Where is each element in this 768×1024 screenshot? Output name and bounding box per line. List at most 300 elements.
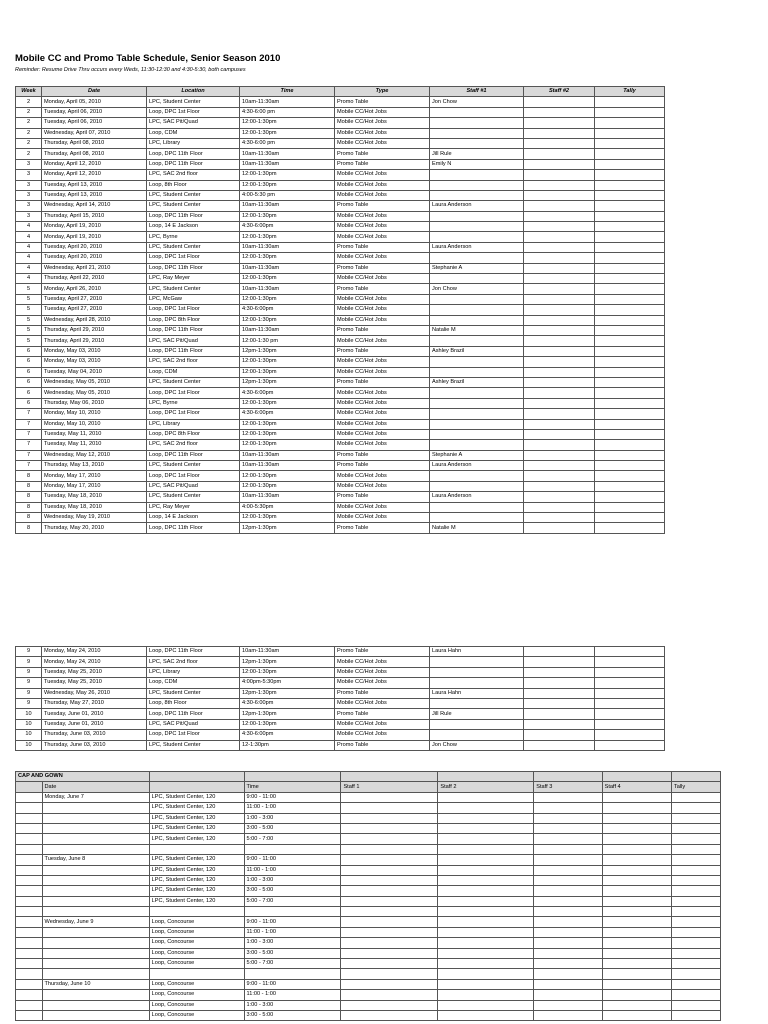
table-cell: Thursday, April 22, 2010 [42, 274, 147, 284]
table-cell: LPC, Byrne [147, 398, 240, 408]
table-cell: Mobile CC/Hot Jobs [335, 657, 430, 667]
table-cell [42, 813, 149, 823]
table-cell [524, 346, 595, 356]
table-cell: Thursday, June 03, 2010 [42, 730, 147, 740]
table-cell: Monday, April 05, 2010 [42, 97, 147, 107]
table-cell: 12:00-1:30pm [240, 419, 335, 429]
table-cell [595, 138, 665, 148]
table-cell: Monday, May 10, 2010 [42, 409, 147, 419]
table-cell [595, 440, 665, 450]
table-cell: LPC, SAC 2nd floor [147, 357, 240, 367]
table-cell [595, 97, 665, 107]
table-cell [430, 357, 524, 367]
table-cell: 10am-11:30am [240, 242, 335, 252]
table-row [16, 107, 665, 117]
table-cell [595, 398, 665, 408]
table-cell: LPC, Student Center [147, 492, 240, 502]
table-row [16, 263, 665, 273]
table-row [16, 513, 665, 523]
table-cell: Thursday, May 06, 2010 [42, 398, 147, 408]
table-cell: LPC, Student Center, 120 [149, 865, 244, 875]
table-cell: 8 [16, 492, 42, 502]
table-cell [602, 823, 671, 833]
table-cell: 5 [16, 284, 42, 294]
table-cell [671, 855, 720, 865]
table-cell: LPC, Ray Meyer [147, 274, 240, 284]
table-cell: Mobile CC/Hot Jobs [335, 513, 430, 523]
table-cell: Mobile CC/Hot Jobs [335, 232, 430, 242]
table-cell [42, 948, 149, 958]
table-cell [595, 709, 665, 719]
table-cell: Loop, CDM [147, 367, 240, 377]
table-cell [524, 97, 595, 107]
table-cell [16, 917, 43, 927]
table-cell [430, 471, 524, 481]
table-cell: 2 [16, 138, 42, 148]
table-cell: Laura Anderson [430, 461, 524, 471]
table-cell [671, 886, 720, 896]
table-cell [595, 377, 665, 387]
table-cell: Loop, Concourse [149, 938, 244, 948]
table-cell: Mobile CC/Hot Jobs [335, 180, 430, 190]
table-cell: Mobile CC/Hot Jobs [335, 730, 430, 740]
table-row [16, 429, 665, 439]
table-cell [524, 502, 595, 512]
table-cell [595, 730, 665, 740]
table-row [16, 990, 721, 1000]
table-cell: LPC, Student Center [147, 461, 240, 471]
table-cell: Monday, May 24, 2010 [42, 647, 147, 657]
table-cell: Mobile CC/Hot Jobs [335, 502, 430, 512]
table-cell: 12:00-1:30pm [240, 118, 335, 128]
table-cell: Tuesday, April 27, 2010 [42, 294, 147, 304]
table-cell [602, 1000, 671, 1010]
table-cell [16, 782, 43, 792]
table-cell [430, 429, 524, 439]
table-cell: LPC, Student Center, 120 [149, 855, 244, 865]
table-cell: Tuesday, April 20, 2010 [42, 253, 147, 263]
table-cell: 3:00 - 5:00 [244, 948, 341, 958]
table-cell: 10am-11:30am [240, 492, 335, 502]
table-cell [595, 481, 665, 491]
table-cell [16, 886, 43, 896]
table-cell [341, 803, 438, 813]
table-cell: 9:00 - 11:00 [244, 855, 341, 865]
table-cell [602, 979, 671, 989]
table-cell: Stephanie A [430, 263, 524, 273]
table-cell [16, 792, 43, 802]
table-row [16, 419, 665, 429]
table-cell: Monday, May 17, 2010 [42, 481, 147, 491]
table-cell [438, 855, 534, 865]
table-cell [430, 730, 524, 740]
table-cell: LPC, SAC Pit/Quad [147, 719, 240, 729]
table-cell: 3 [16, 170, 42, 180]
table-cell: Laura Anderson [430, 492, 524, 502]
table-cell [534, 803, 602, 813]
table-cell: Tuesday, May 11, 2010 [42, 429, 147, 439]
table-cell: LPC, Student Center [147, 97, 240, 107]
table-cell [438, 844, 534, 854]
table-cell: 10 [16, 709, 42, 719]
table-cell: Promo Table [335, 688, 430, 698]
table-row [16, 740, 665, 750]
table-cell [524, 180, 595, 190]
table-cell [595, 118, 665, 128]
table-cell [430, 409, 524, 419]
column-header: Date [42, 782, 149, 792]
table-row [16, 201, 665, 211]
table-cell: Thursday, May 27, 2010 [42, 698, 147, 708]
table-cell [430, 698, 524, 708]
table-cell [595, 698, 665, 708]
table-cell: Thursday, April 29, 2010 [42, 336, 147, 346]
table-cell [524, 709, 595, 719]
table-cell: 2 [16, 118, 42, 128]
table-cell: Jon Chow [430, 740, 524, 750]
table-row [16, 346, 665, 356]
table-cell: 10 [16, 740, 42, 750]
table-cell: LPC, SAC 2nd floor [147, 170, 240, 180]
table-cell [149, 907, 244, 917]
table-cell [595, 461, 665, 471]
table-cell: Laura Hahn [430, 647, 524, 657]
table-cell: Loop, 14 E Jackson [147, 513, 240, 523]
table-cell: 3:00 - 5:00 [244, 1010, 341, 1020]
table-cell [524, 398, 595, 408]
table-cell [16, 1010, 43, 1020]
table-cell: LPC, SAC Pit/Quad [147, 336, 240, 346]
table-cell: 3 [16, 211, 42, 221]
table-cell [524, 263, 595, 273]
table-row [16, 471, 665, 481]
table-cell: Laura Anderson [430, 242, 524, 252]
table-cell: Thursday, May 13, 2010 [42, 461, 147, 471]
table-cell: 4 [16, 253, 42, 263]
table-cell: 2 [16, 128, 42, 138]
table-cell [341, 875, 438, 885]
table-cell: 3 [16, 180, 42, 190]
table-cell [341, 886, 438, 896]
table-cell: 12:00-1:30pm [240, 211, 335, 221]
table-cell [430, 398, 524, 408]
table-cell: Wednesday, April 14, 2010 [42, 201, 147, 211]
table-cell: 10am-11:30am [240, 647, 335, 657]
table-cell [430, 128, 524, 138]
column-header: Staff 1 [341, 782, 438, 792]
table-row [16, 502, 665, 512]
schedule-table-continued [15, 646, 665, 751]
table-cell [595, 294, 665, 304]
table-cell [534, 979, 602, 989]
table-cell [42, 969, 149, 979]
table-cell [42, 886, 149, 896]
table-cell: 10am-11:30am [240, 149, 335, 159]
table-cell: 10am-11:30am [240, 325, 335, 335]
column-header: Week [16, 87, 42, 97]
table-cell: Natalie M [430, 523, 524, 533]
table-cell: Ashley Brazil [430, 346, 524, 356]
table-cell: 8 [16, 523, 42, 533]
table-cell: Loop, DPC 11th Floor [147, 263, 240, 273]
table-cell: LPC, Student Center, 120 [149, 792, 244, 802]
table-cell: Promo Table [335, 377, 430, 387]
table-row [16, 97, 665, 107]
table-cell: LPC, Byrne [147, 232, 240, 242]
table-row [16, 979, 721, 989]
table-cell: 6 [16, 346, 42, 356]
table-cell [534, 834, 602, 844]
table-cell [595, 274, 665, 284]
table-cell: LPC, Student Center [147, 201, 240, 211]
table-cell: Promo Table [335, 740, 430, 750]
table-cell [430, 667, 524, 677]
table-row [16, 159, 665, 169]
table-cell [671, 896, 720, 906]
table-cell: 12:00-1:30pm [240, 429, 335, 439]
table-cell [341, 834, 438, 844]
column-header: Date [42, 87, 147, 97]
table-cell: 3 [16, 201, 42, 211]
table-cell [671, 792, 720, 802]
table-cell [595, 388, 665, 398]
table-cell: 6 [16, 377, 42, 387]
table-cell: Wednesday, May 12, 2010 [42, 450, 147, 460]
table-row [16, 896, 721, 906]
table-cell [602, 969, 671, 979]
table-row [16, 190, 665, 200]
table-cell: Monday, April 12, 2010 [42, 159, 147, 169]
table-cell: Mobile CC/Hot Jobs [335, 388, 430, 398]
table-cell [524, 315, 595, 325]
table-cell: Loop, Concourse [149, 948, 244, 958]
table-cell: Loop, DPC 8th Floor [147, 429, 240, 439]
table-cell [534, 927, 602, 937]
table-cell [595, 346, 665, 356]
table-cell: 4:30-6:00pm [240, 730, 335, 740]
table-cell [671, 938, 720, 948]
table-cell: Monday, June 7 [42, 792, 149, 802]
table-cell [438, 1000, 534, 1010]
table-cell: 10am-11:30am [240, 461, 335, 471]
table-cell: Tuesday, May 25, 2010 [42, 678, 147, 688]
table-cell [341, 1000, 438, 1010]
table-cell: 4:30-6:00pm [240, 222, 335, 232]
table-cell: 11:00 - 1:00 [244, 803, 341, 813]
table-cell [602, 948, 671, 958]
table-cell [430, 481, 524, 491]
table-row [16, 149, 665, 159]
table-cell: Mobile CC/Hot Jobs [335, 698, 430, 708]
table-row [16, 698, 665, 708]
table-row [16, 274, 665, 284]
table-cell [524, 388, 595, 398]
table-cell: 4 [16, 232, 42, 242]
table-cell [595, 325, 665, 335]
table-cell [534, 969, 602, 979]
table-cell [595, 688, 665, 698]
table-cell: 5:00 - 7:00 [244, 896, 341, 906]
table-cell [524, 284, 595, 294]
table-row [16, 813, 721, 823]
table-cell: LPC, Student Center, 120 [149, 823, 244, 833]
table-cell [430, 440, 524, 450]
table-cell: 12:00-1:30pm [240, 170, 335, 180]
table-cell [42, 907, 149, 917]
table-cell: 1:00 - 3:00 [244, 1000, 341, 1010]
table-cell: LPC, Student Center, 120 [149, 803, 244, 813]
table-row [16, 886, 721, 896]
table-cell: 10am-11:30am [240, 97, 335, 107]
table-cell: Mobile CC/Hot Jobs [335, 315, 430, 325]
table-cell: 6 [16, 388, 42, 398]
table-cell [16, 834, 43, 844]
table-cell: Tuesday, May 18, 2010 [42, 492, 147, 502]
table-cell [524, 118, 595, 128]
table-cell: 11:00 - 1:00 [244, 865, 341, 875]
table-cell: 12:00-1:30pm [240, 232, 335, 242]
table-row [16, 647, 665, 657]
table-cell: LPC, SAC 2nd floor [147, 440, 240, 450]
table-row [16, 730, 665, 740]
table-cell: Promo Table [335, 325, 430, 335]
table-cell [42, 927, 149, 937]
table-cell [595, 180, 665, 190]
table-cell: 5:00 - 7:00 [244, 959, 341, 969]
table-cell: Loop, Concourse [149, 959, 244, 969]
table-cell: 3 [16, 159, 42, 169]
table-cell: Loop, DPC 11th Floor [147, 325, 240, 335]
table-cell [244, 969, 341, 979]
table-cell: Jill Rule [430, 149, 524, 159]
table-cell [524, 138, 595, 148]
schedule-table [15, 86, 665, 534]
table-cell [430, 367, 524, 377]
table-cell [16, 990, 43, 1000]
table-row [16, 969, 721, 979]
cap-gown-header-row [16, 782, 721, 792]
table-cell: 2 [16, 97, 42, 107]
table-cell: Loop, CDM [147, 128, 240, 138]
table-cell [534, 896, 602, 906]
table-cell [595, 502, 665, 512]
table-cell: 2 [16, 107, 42, 117]
table-cell [602, 813, 671, 823]
table-cell [438, 834, 534, 844]
table-cell [534, 865, 602, 875]
table-cell [430, 190, 524, 200]
table-cell [16, 823, 43, 833]
table-cell: LPC, Library [147, 667, 240, 677]
table-cell: LPC, Student Center, 120 [149, 813, 244, 823]
table-cell [341, 969, 438, 979]
table-row [16, 927, 721, 937]
table-cell [430, 419, 524, 429]
table-cell: 5:00 - 7:00 [244, 834, 341, 844]
table-cell: Mobile CC/Hot Jobs [335, 138, 430, 148]
table-row [16, 865, 721, 875]
table-cell [341, 855, 438, 865]
table-cell [602, 917, 671, 927]
table-cell [341, 896, 438, 906]
table-cell [16, 803, 43, 813]
table-cell [602, 927, 671, 937]
table-cell: Loop, DPC 11th Floor [147, 149, 240, 159]
table-cell [595, 429, 665, 439]
table-cell [595, 647, 665, 657]
table-cell: 10am-11:30am [240, 284, 335, 294]
table-cell [42, 1000, 149, 1010]
table-cell [595, 492, 665, 502]
table-cell [438, 803, 534, 813]
table-cell [602, 1010, 671, 1020]
table-cell [671, 813, 720, 823]
table-cell: Monday, May 24, 2010 [42, 657, 147, 667]
table-cell [244, 907, 341, 917]
table-cell [534, 907, 602, 917]
table-cell: 7 [16, 461, 42, 471]
table-cell [341, 844, 438, 854]
table-cell [16, 948, 43, 958]
table-cell [524, 678, 595, 688]
table-cell [595, 471, 665, 481]
table-cell: Promo Table [335, 647, 430, 657]
table-cell [602, 875, 671, 885]
table-cell: Loop, CDM [147, 678, 240, 688]
table-cell: Mobile CC/Hot Jobs [335, 667, 430, 677]
table-cell: Mobile CC/Hot Jobs [335, 211, 430, 221]
table-cell [16, 979, 43, 989]
table-cell: Promo Table [335, 346, 430, 356]
table-cell [42, 865, 149, 875]
table-cell [438, 948, 534, 958]
table-cell: Loop, 8th Floor [147, 698, 240, 708]
table-cell: 8 [16, 502, 42, 512]
table-cell [524, 222, 595, 232]
table-cell [595, 242, 665, 252]
table-cell: 12pm-1:30pm [240, 709, 335, 719]
table-cell: 1:00 - 3:00 [244, 875, 341, 885]
table-cell: Monday, May 10, 2010 [42, 419, 147, 429]
table-cell: Promo Table [335, 461, 430, 471]
table-cell: Thursday, June 03, 2010 [42, 740, 147, 750]
table-cell: 10am-11:30am [240, 263, 335, 273]
table-cell [595, 315, 665, 325]
table-cell: 12:00-1:30pm [240, 128, 335, 138]
table-cell: Monday, May 03, 2010 [42, 346, 147, 356]
table-row [16, 657, 665, 667]
table-cell: Mobile CC/Hot Jobs [335, 719, 430, 729]
table-cell: Mobile CC/Hot Jobs [335, 170, 430, 180]
table-cell [430, 502, 524, 512]
table-cell: 6 [16, 357, 42, 367]
table-cell: 4:30-6:00pm [240, 305, 335, 315]
table-cell: 1:00 - 3:00 [244, 938, 341, 948]
table-cell: Jon Chow [430, 97, 524, 107]
table-row [16, 709, 665, 719]
table-cell [595, 190, 665, 200]
table-row [16, 917, 721, 927]
table-cell [430, 678, 524, 688]
table-cell [524, 253, 595, 263]
table-cell [430, 138, 524, 148]
table-cell: 12:00-1:30pm [240, 180, 335, 190]
table-cell [438, 907, 534, 917]
table-cell [341, 792, 438, 802]
table-cell [430, 222, 524, 232]
table-cell [42, 938, 149, 948]
table-cell [595, 740, 665, 750]
